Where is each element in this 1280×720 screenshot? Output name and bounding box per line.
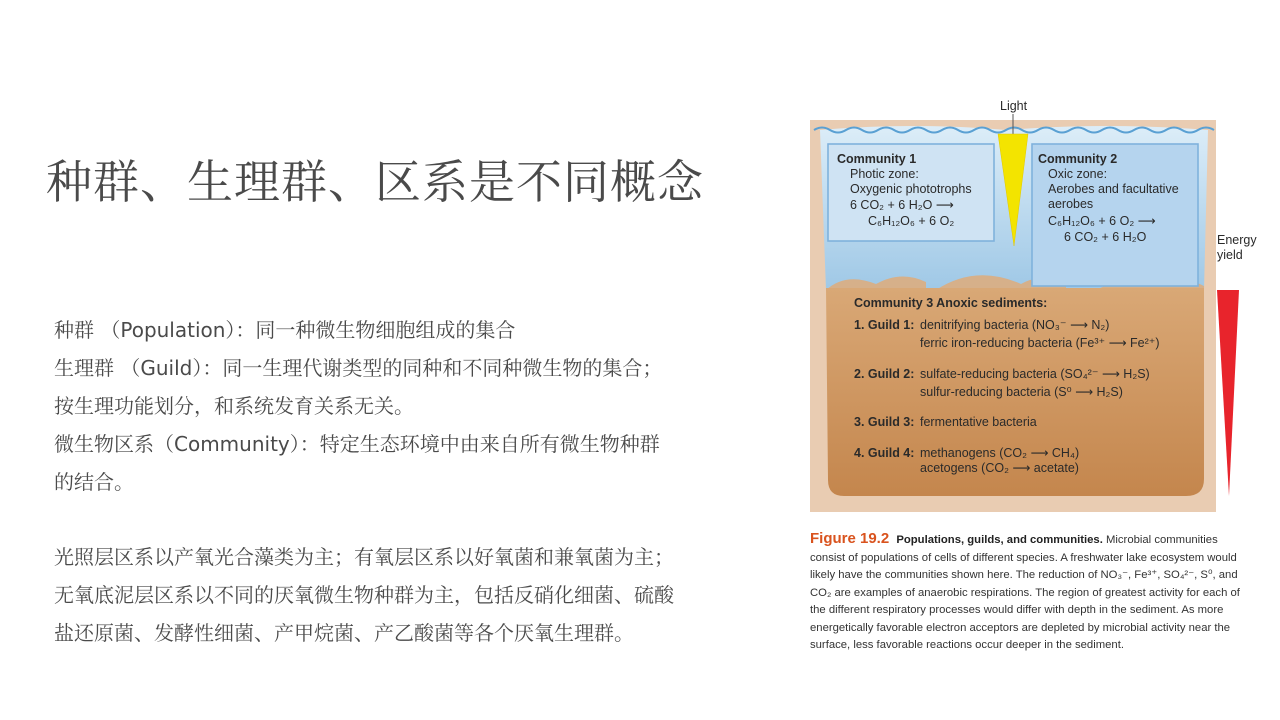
definition-guild-note: 按生理功能划分，和系统发育关系无关。 <box>54 394 414 418</box>
body-text <box>54 311 754 652</box>
guild-2-sulfur-reducing: sulfur-reducing bacteria (S⁰ ⟶ H₂S) <box>920 385 1123 399</box>
caption-line-2: consist of populations of cells of different species. A freshwater lake ecosystem would <box>810 551 1237 564</box>
caption-line-4: CO₂ are examples of anaerobic respirations. The region of greatest activity for each of <box>810 586 1240 599</box>
guild-1-denitrifying: denitrifying bacteria (NO₃⁻ ⟶ N₂) <box>920 318 1110 332</box>
guild-2-sulfate-reducing: sulfate-reducing bacteria (SO₄²⁻ ⟶ H₂S) <box>920 367 1150 381</box>
definition-population: 种群 （Population）：同一种微生物细胞组成的集合 <box>54 318 516 342</box>
guild-3-fermentative: fermentative bacteria <box>920 415 1037 429</box>
community-3-title: Community 3 Anoxic sediments: <box>854 296 1048 310</box>
community-2-title: Community 2 <box>1038 152 1118 166</box>
lake-ecosystem-figure <box>806 94 1266 664</box>
definition-community: 微生物区系（Community）：特定生态环境中由来自所有微生物种群 <box>54 432 660 456</box>
figure-number: Figure 19.2 <box>810 530 890 547</box>
guild-1-iron-reducing: ferric iron-reducing bacteria (Fe³⁺ ⟶ Fe²⁺) <box>920 336 1160 350</box>
community-2-organisms-cont: aerobes <box>1048 197 1094 211</box>
slide-title: 种群、生理群、区系是不同概念 <box>46 155 704 209</box>
light-label: Light <box>1000 99 1028 113</box>
community-2-equation-1: C₆H₁₂O₆ + 6 O₂ ⟶ <box>1048 214 1156 228</box>
guild-4-methanogens: methanogens (CO₂ ⟶ CH₄) <box>920 446 1080 460</box>
community-1-organisms: Oxygenic phototrophs <box>850 182 972 196</box>
community-1-zone: Photic zone: <box>850 167 919 181</box>
guild-2-label: 2. Guild 2: <box>854 367 915 381</box>
definition-community-cont: 的结合。 <box>54 470 134 494</box>
caption-line-6: energetically favorable electron acceptors are depleted by microbial activity near the <box>810 621 1231 634</box>
guild-3-label: 3. Guild 3: <box>854 415 915 429</box>
community-2-zone: Oxic zone: <box>1048 167 1108 181</box>
community-1-equation-2: C₆H₁₂O₆ + 6 O₂ <box>868 214 955 228</box>
caption-line-7: surface, less favorable reactions occur deeper in the sediment. <box>810 639 1124 651</box>
caption-line-3: likely have the communities shown here. The reduction of NO₃⁻, Fe³⁺, SO₄²⁻, S⁰, and <box>810 569 1238 581</box>
energy-yield-label-1: Energy <box>1217 233 1257 247</box>
community-2-organisms: Aerobes and facultative <box>1048 182 1179 196</box>
paragraph-gap <box>54 501 754 538</box>
figure-heading: Populations, guilds, and communities. <box>896 534 1103 546</box>
community-1-equation-1: 6 CO₂ + 6 H₂O ⟶ <box>850 198 954 212</box>
zones-text-line-3: 盐还原菌、发酵性细菌、产甲烷菌、产乙酸菌等各个厌氧生理群。 <box>54 621 634 645</box>
energy-yield-wedge <box>1217 290 1239 496</box>
energy-yield-label-2: yield <box>1217 248 1243 262</box>
community-2-equation-2: 6 CO₂ + 6 H₂O <box>1064 230 1147 244</box>
zones-text-line-2: 无氧底泥层区系以不同的厌氧微生物种群为主，包括反硝化细菌、硫酸 <box>54 583 674 607</box>
lake-diagram <box>806 94 1266 524</box>
guild-1-label: 1. Guild 1: <box>854 318 915 332</box>
caption-line-5: the different respiratory processes would differ with depth in the sediment. As more <box>810 604 1224 616</box>
zones-text-line-1: 光照层区系以产氧光合藻类为主；有氧层区系以好氧菌和兼氧菌为主； <box>54 545 674 569</box>
definition-guild: 生理群 （Guild）：同一生理代谢类型的同种和不同种微生物的集合； <box>54 356 663 380</box>
guild-4-acetogens: acetogens (CO₂ ⟶ acetate) <box>920 461 1079 475</box>
figure-caption <box>810 530 1262 655</box>
guild-4-label: 4. Guild 4: <box>854 446 915 460</box>
community-1-title: Community 1 <box>837 152 917 166</box>
caption-line-1: Microbial communities <box>1105 534 1218 546</box>
